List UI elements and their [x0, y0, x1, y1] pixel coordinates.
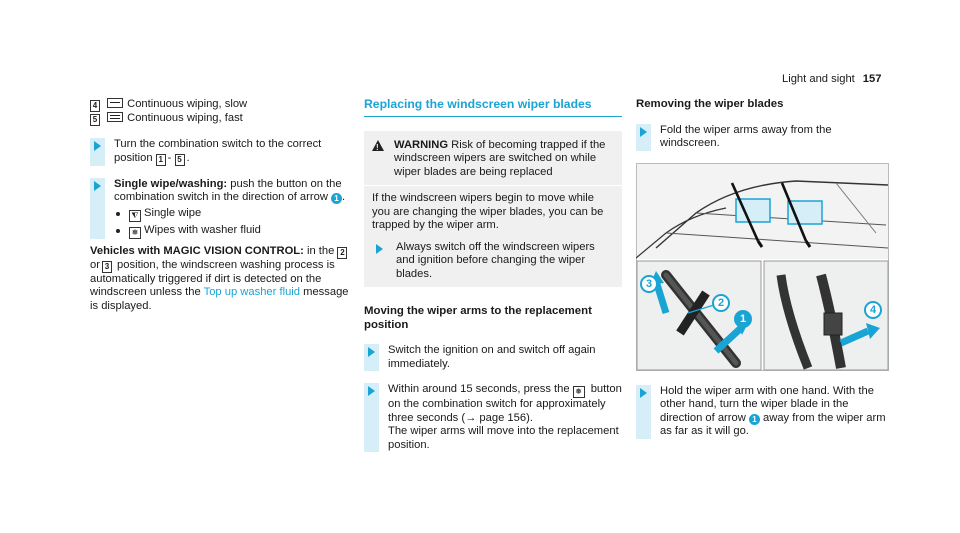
callout-1: 1 — [734, 310, 752, 328]
key-5: 5 — [90, 114, 100, 126]
step-text: Within around 15 seconds, press the — [388, 383, 570, 395]
continuous-fast-icon — [107, 112, 123, 122]
wipe-level-5 — [90, 112, 355, 126]
page-header — [782, 73, 902, 85]
sub-heading: Moving the wiper arms to the replacement position — [364, 305, 592, 331]
key-3: 3 — [102, 261, 112, 273]
step-text: Switch the ignition on and switch off again immediately. — [388, 344, 596, 370]
washer-fluid-icon: ❅ — [129, 227, 141, 239]
continuous-slow-icon — [107, 98, 123, 108]
step-arrow-icon — [376, 244, 383, 254]
key-4: 4 — [90, 100, 100, 112]
step-text: Always switch off the windscreen wipers and ignition before changing the wiper blades. — [396, 240, 595, 280]
wiper-illustration-svg — [636, 163, 889, 371]
step-text: push the button on the combination switch in the direction of arrow — [114, 177, 342, 203]
step-arrow-icon — [94, 181, 101, 191]
key-1: 1 — [156, 154, 166, 166]
warning-step — [372, 241, 614, 282]
bullet-single-wipe — [114, 207, 355, 222]
wipe-level-4-text: Continuous wiping, slow — [127, 98, 248, 110]
callout-2: 2 — [712, 294, 730, 312]
column-right — [636, 98, 890, 439]
step-single-wipe — [90, 178, 355, 239]
paragraph-lead: Vehicles with MAGIC VISION CONTROL: — [90, 244, 304, 257]
step-arrow-icon — [368, 347, 375, 357]
step-text: Fold the wiper arms away from the windscreen. — [660, 123, 832, 149]
paragraph-text: in the — [303, 244, 335, 257]
paragraph-text: message is displayed. — [90, 286, 349, 312]
step-text: ). — [526, 411, 533, 424]
bullet-washer — [114, 224, 355, 239]
paragraph-text: position, the windscreen washing process is automatically triggered if dirt is detected on the windscreen unless the — [90, 258, 335, 298]
step-fold-arms — [636, 124, 890, 151]
bullet-text: Single wipe — [144, 206, 202, 219]
magic-vision-paragraph — [90, 245, 355, 314]
key-5: 5 — [175, 154, 185, 166]
step-arrow-icon — [368, 386, 375, 396]
washer-fluid-icon: ❅ — [573, 386, 585, 398]
step-arrow-icon — [640, 127, 647, 137]
section-title: Light and sight — [782, 73, 855, 85]
bullet-text: Wipes with washer fluid — [144, 223, 261, 236]
step-text: The wiper arms will move into the replacement position. — [388, 425, 619, 451]
range-separator: - — [167, 151, 172, 164]
wipe-level-4 — [90, 98, 355, 112]
single-wipe-icon: ⧨ — [129, 210, 141, 222]
warning-text: Risk of becoming trapped if the windscreen wipers are switched on while wiper blades are being replaced — [394, 138, 606, 178]
wipe-level-5-text: Continuous wiping, fast — [127, 112, 243, 124]
section-heading: Removing the wiper blades — [636, 98, 784, 110]
column-left — [90, 98, 355, 313]
step-end: . — [186, 151, 190, 164]
step-ignition — [364, 344, 622, 371]
callout-4: 4 — [864, 301, 882, 319]
page-number: 157 — [862, 73, 882, 85]
warning-title — [372, 139, 614, 180]
step-text: away from the wiper arm as far as it will go. — [660, 411, 886, 437]
paragraph-text: or — [90, 258, 100, 271]
arrow-callout-1: 1 — [749, 414, 760, 425]
heading-rule — [364, 116, 622, 117]
step-turn-switch — [90, 138, 355, 166]
step-text: button on the combination switch for approximately three seconds ( — [388, 383, 622, 424]
step-press-button — [364, 383, 622, 452]
top-up-washer-fluid-link[interactable]: Top up washer fluid — [203, 286, 301, 298]
callout-3: 3 — [640, 275, 658, 293]
step-arrow-icon — [94, 141, 101, 151]
wiper-illustration — [636, 163, 889, 371]
step-arrow-icon — [640, 388, 647, 398]
step-text: Turn the combination switch to the correct position — [114, 138, 322, 164]
warning-icon — [372, 140, 384, 151]
warning-divider — [364, 185, 622, 186]
step-turn-blade — [636, 385, 890, 439]
key-2: 2 — [337, 247, 347, 259]
section-heading: Replacing the windscreen wiper blades — [364, 97, 592, 111]
step-text: Hold the wiper arm with one hand. With the other hand, turn the wiper blade in the direction of arrow — [660, 384, 874, 424]
car-windscreen-drawing — [636, 164, 888, 259]
page-reference-link[interactable]: → page 156 — [465, 411, 527, 424]
warning-label: WARNING — [394, 138, 449, 151]
step-lead: Single wipe/washing: — [114, 177, 228, 190]
column-middle — [364, 98, 622, 452]
step-end: . — [342, 191, 346, 203]
arrow-callout-1: 1 — [331, 193, 342, 204]
warning-paragraph: If the windscreen wipers begin to move while you are changing the wiper blades, you can be trapped by the wiper arm. — [372, 192, 604, 231]
warning-box — [364, 131, 622, 288]
